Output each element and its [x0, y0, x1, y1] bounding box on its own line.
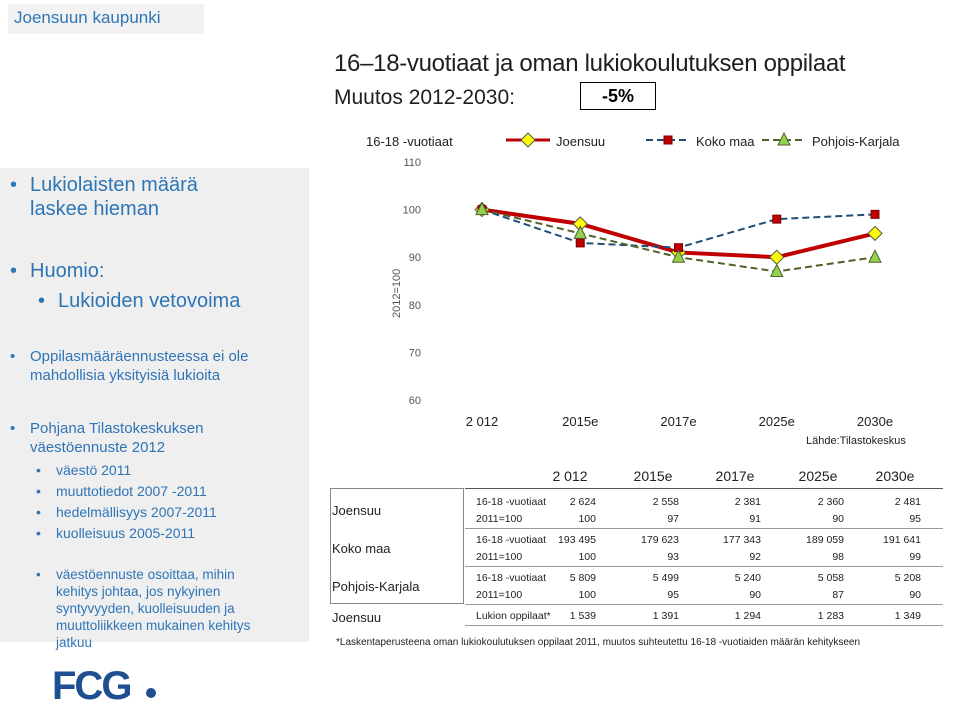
- table-header-cell: 2025e: [798, 468, 838, 484]
- row-divider: [465, 604, 943, 605]
- table-cell: 90: [832, 513, 844, 525]
- forecast-note-line3: syntyvyyden, kuolleisuuden ja: [56, 601, 235, 616]
- sub-bullet-migration: • muuttotiedot 2007 -2011: [56, 483, 207, 499]
- table-header-cell: 2030e: [875, 468, 915, 484]
- data-point: [770, 250, 784, 264]
- logo-dot: [146, 688, 156, 698]
- legend-label: Joensuu: [556, 134, 606, 149]
- page-title: 16–18-vuotiaat ja oman lukiokoulutuksen oppilaat: [334, 50, 846, 77]
- table-cell: 2 360: [817, 496, 844, 508]
- y-axis-label: 2012=100: [391, 268, 403, 318]
- table-cell: 91: [749, 513, 761, 525]
- y-tick-label: 110: [403, 157, 421, 169]
- chart-source: Lähde:Tilastokeskus: [806, 435, 906, 447]
- sub-bullet-fertility: • hedelmällisyys 2007-2011: [56, 504, 217, 520]
- table-cell: 189 059: [806, 534, 844, 546]
- table-metric-label: Lukion oppilaat*: [476, 610, 551, 622]
- bullet-text-cont: laskee hieman: [30, 198, 159, 220]
- x-tick-label: 2030e: [856, 414, 894, 429]
- table-cell: 2 381: [734, 496, 761, 508]
- table-cell: 1 539: [569, 610, 596, 622]
- sub-bullet-forecast-note: • väestöennuste osoittaa, mihin: [56, 567, 235, 582]
- table-cell: 90: [749, 589, 761, 601]
- table-cell: 1 294: [734, 610, 761, 622]
- table-header-cell: 2 012: [552, 468, 588, 484]
- bullet-attractiveness: • Lukioiden vetovoima: [58, 290, 240, 313]
- table-cell: 191 641: [883, 534, 921, 546]
- row-divider: [465, 625, 943, 626]
- forecast-note-line2: kehitys johtaa, jos nykyinen: [56, 584, 221, 599]
- table-metric-label: 2011=100: [476, 551, 523, 563]
- bullet-note: • Huomio:: [30, 260, 104, 283]
- table-cell: 90: [909, 589, 921, 601]
- data-point: [576, 239, 584, 247]
- bullet-forecast-basis: • Pohjana Tilastokeskuksen: [30, 420, 203, 437]
- bullet-private-schools: • Oppilasmääräennusteessa ei ole: [30, 348, 248, 365]
- table-cell: 5 809: [569, 572, 596, 584]
- table-cell: 5 058: [817, 572, 844, 584]
- x-tick-label: 2 012: [465, 414, 499, 429]
- table-cell: 5 208: [894, 572, 921, 584]
- table-cell: 92: [749, 551, 761, 563]
- table-group-label: Pohjois-Karjala: [332, 579, 420, 594]
- data-point: [574, 226, 586, 238]
- table-header-cell: 2017e: [715, 468, 755, 484]
- bullet-student-count: [30, 174, 198, 197]
- table-cell: 100: [578, 513, 596, 525]
- bullet-text: Lukiolaisten määrä: [30, 174, 198, 196]
- x-tick-label: 2015e: [562, 414, 599, 429]
- forecast-note-line4: muuttoliikkeen mukainen kehitys: [56, 618, 251, 633]
- table-metric-label: 16-18 -vuotiaat: [476, 496, 547, 508]
- change-label: Muutos 2012-2030:: [334, 86, 515, 109]
- legend-marker: [521, 133, 535, 147]
- y-tick-label: 80: [408, 299, 421, 312]
- table-cell: 87: [832, 589, 844, 601]
- y-tick-label: 60: [408, 395, 421, 407]
- table-metric-label: 16-18 -vuotiaat: [476, 572, 547, 584]
- table-metric-label: 2011=100: [476, 513, 523, 525]
- data-table: [330, 466, 945, 631]
- sub-bullet-population: • väestö 2011: [56, 462, 131, 478]
- series-line-koko-maa: [482, 210, 875, 248]
- line-chart: [330, 126, 950, 446]
- row-divider: [465, 566, 943, 567]
- table-cell: 179 623: [641, 534, 679, 546]
- table-footnote: *Laskentaperusteena oman lukiokoulutuksen oppilaat 2011, muutos suhteutettu 16-18 -vuotiaiden määrän kehitykseen: [336, 637, 861, 648]
- table-cell: 2 624: [569, 496, 596, 508]
- table-cell: 95: [667, 589, 679, 601]
- table-cell: 5 240: [734, 572, 761, 584]
- x-tick-label: 2025e: [758, 414, 795, 429]
- forecast-note-line5: jatkuu: [56, 635, 93, 650]
- legend-marker: [664, 136, 672, 144]
- data-point: [773, 215, 781, 223]
- group-label-box: [330, 488, 464, 604]
- table-cell: 95: [909, 513, 921, 525]
- bullet-forecast-basis-cont: väestöennuste 2012: [30, 439, 166, 456]
- table-group-label: Joensuu: [332, 610, 382, 625]
- table-metric-label: 2011=100: [476, 589, 523, 601]
- table-cell: 177 343: [723, 534, 761, 546]
- table-header-cell: 2015e: [633, 468, 673, 484]
- table-cell: 99: [909, 551, 921, 563]
- table-cell: 93: [667, 551, 679, 563]
- table-cell: 1 283: [817, 610, 844, 622]
- table-metric-label: 16-18 -vuotiaat: [476, 534, 547, 546]
- table-cell: 2 558: [652, 496, 679, 508]
- table-cell: 1 349: [894, 610, 921, 622]
- chart-title: 16-18 -vuotiaat: [366, 134, 453, 149]
- table-cell: 100: [578, 551, 596, 563]
- table-cell: 98: [832, 551, 844, 563]
- fcg-logo: FCG: [52, 664, 131, 708]
- table-cell: 2 481: [894, 496, 921, 508]
- data-point: [869, 250, 881, 262]
- x-tick-label: 2017e: [660, 414, 697, 429]
- row-divider: [465, 528, 943, 529]
- change-value-box: -5%: [580, 82, 656, 110]
- bullet-private-schools-cont: mahdollisia yksityisiä lukioita: [30, 367, 221, 384]
- table-cell: 1 391: [652, 610, 679, 622]
- legend-label: Pohjois-Karjala: [812, 134, 900, 149]
- table-cell: 193 495: [558, 534, 596, 546]
- table-cell: 5 499: [652, 572, 679, 584]
- data-point: [871, 210, 879, 218]
- table-cell: 100: [578, 589, 596, 601]
- table-group-label: Koko maa: [332, 541, 391, 556]
- y-tick-label: 100: [402, 204, 421, 217]
- legend-label: Koko maa: [696, 134, 755, 149]
- data-point: [868, 226, 882, 240]
- header-title: Joensuun kaupunki: [14, 8, 161, 27]
- table-group-label: Joensuu: [332, 503, 382, 518]
- sub-bullet-mortality: • kuolleisuus 2005-2011: [56, 525, 195, 541]
- table-cell: 97: [667, 513, 679, 525]
- y-tick-label: 90: [408, 252, 421, 265]
- header-divider: [465, 488, 943, 489]
- y-tick-label: 70: [408, 347, 421, 360]
